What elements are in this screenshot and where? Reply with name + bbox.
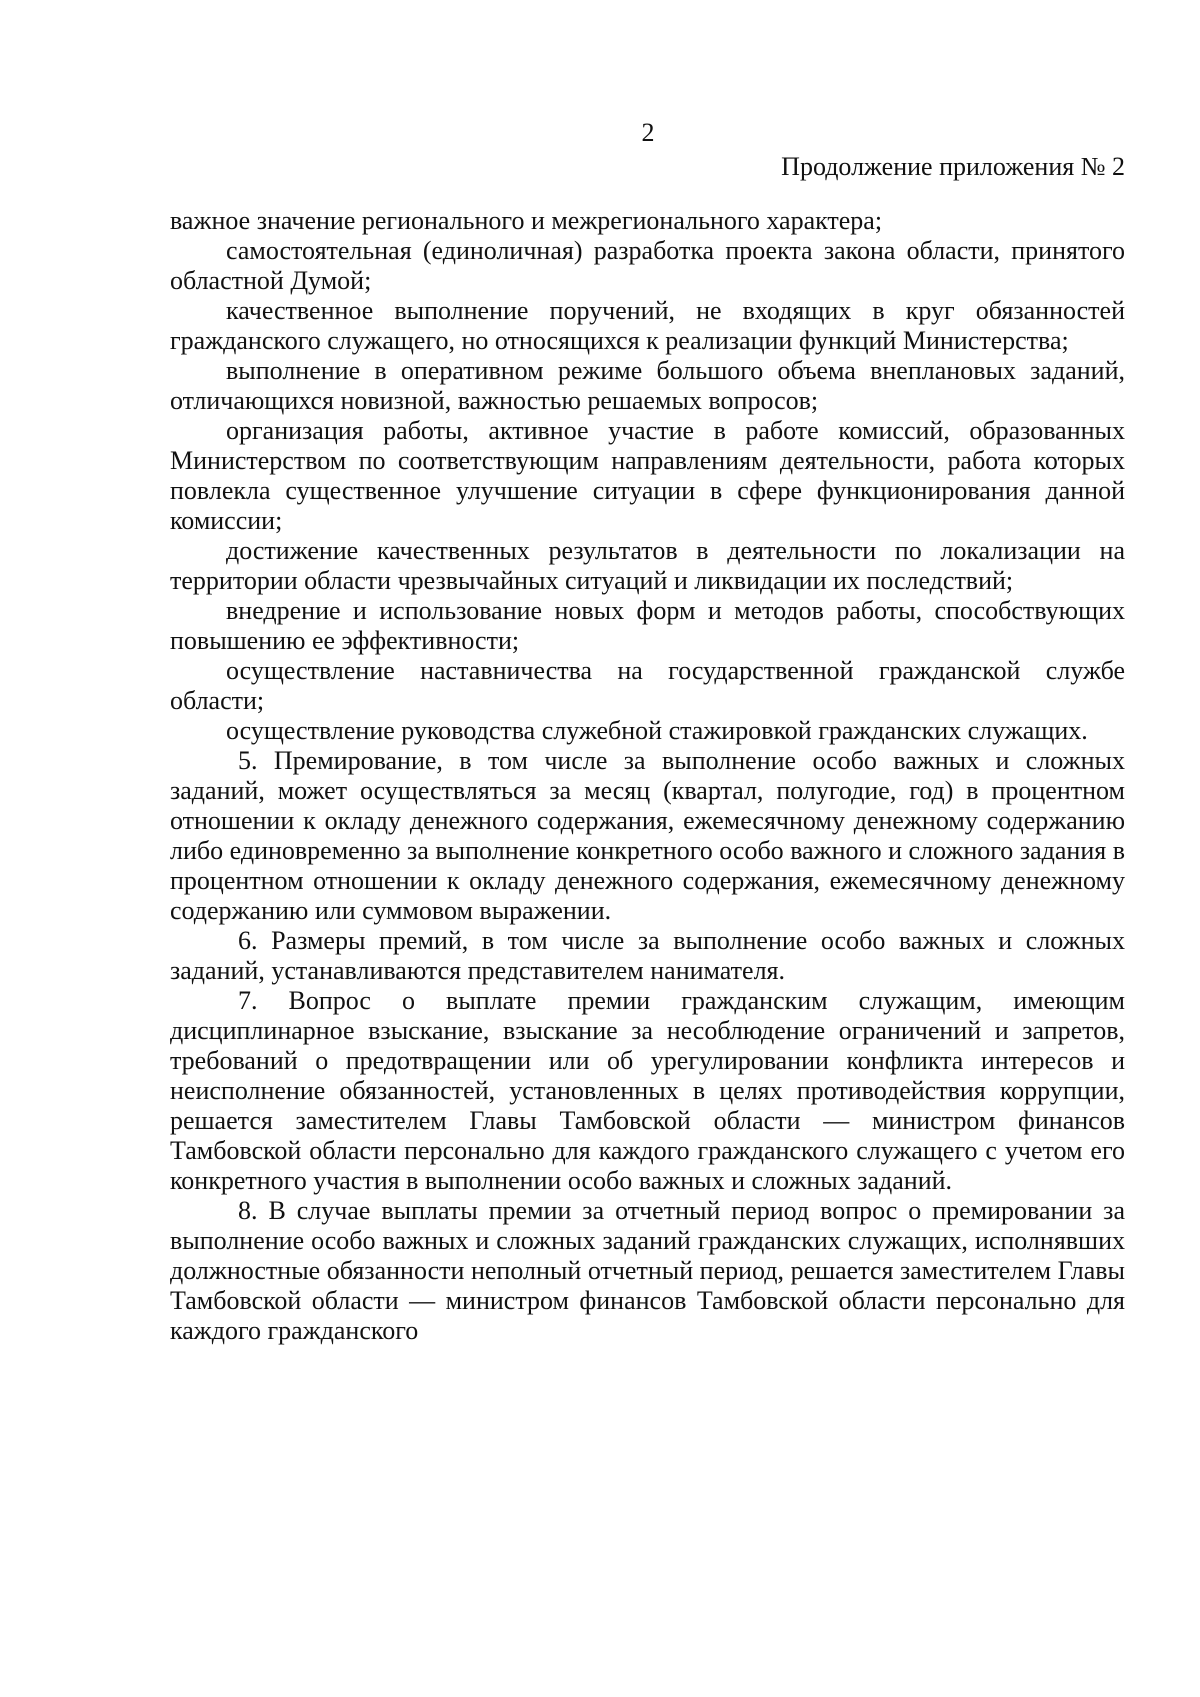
appendix-header: Продолжение приложения № 2 bbox=[781, 152, 1125, 181]
paragraph: важное значение регионального и межрегионального характера; bbox=[170, 206, 883, 235]
paragraph: достижение качественных результатов в деятельности по локализации на территории области чрезвычайных ситуаций и ликвидации их последствий; bbox=[170, 536, 1125, 595]
paragraph: осуществление наставничества на государственной гражданской службе области; bbox=[170, 656, 1125, 715]
paragraph: осуществление руководства служебной стажировкой гражданских служащих. bbox=[226, 716, 1088, 745]
numbered-paragraph: 6. Размеры премий, в том числе за выполнение особо важных и сложных заданий, устанавливаются представителем нанимателя. bbox=[170, 926, 1125, 985]
numbered-paragraph: 5. Премирование, в том числе за выполнение особо важных и сложных заданий, может осуществляться за месяц (квартал, полугодие, год) в процентном отношении к окладу денежного содержания, ежемесячному денежному содержанию либо единовременно за выполнение конкретного особо важного и сложного задания в процентном отношении к окладу денежного содержания, ежемесячному денежному содержанию или суммовом выражении. bbox=[170, 746, 1125, 925]
numbered-paragraph: 8. В случае выплаты премии за отчетный период вопрос о премировании за выполнение особо важных и сложных заданий гражданских служащих, исполнявших должностные обязанности неполный отчетный период, решается заместителем Главы Тамбовской области — министром финансов Тамбовской области персонально для каждого гражданского bbox=[170, 1196, 1125, 1345]
paragraph: выполнение в оперативном режиме большого объема внеплановых заданий, отличающихся новизной, важностью решаемых вопросов; bbox=[170, 356, 1125, 415]
document-body bbox=[170, 206, 1125, 1346]
paragraph: качественное выполнение поручений, не входящих в круг обязанностей гражданского служащего, но относящихся к реализации функций Министерства; bbox=[170, 296, 1125, 355]
page-number: 2 bbox=[641, 118, 655, 147]
paragraph: внедрение и использование новых форм и методов работы, способствующих повышению ее эффективности; bbox=[170, 596, 1125, 655]
paragraph: организация работы, активное участие в работе комиссий, образованных Министерством по соответствующим направлениям деятельности, работа которых повлекла существенное улучшение ситуации в сфере функционирования данной комиссии; bbox=[170, 416, 1125, 535]
paragraph: самостоятельная (единоличная) разработка проекта закона области, принятого областной Думой; bbox=[170, 236, 1125, 295]
numbered-paragraph: 7. Вопрос о выплате премии гражданским служащим, имеющим дисциплинарное взыскание, взыскание за несоблюдение ограничений и запретов, требований о предотвращении или об урегулировании конфликта интересов и неисполнение обязанностей, установленных в целях противодействия коррупции, решается заместителем Главы Тамбовской области — министром финансов Тамбовской области персонально для каждого гражданского служащего с учетом его конкретного участия в выполнении особо важных и сложных заданий. bbox=[170, 986, 1125, 1195]
